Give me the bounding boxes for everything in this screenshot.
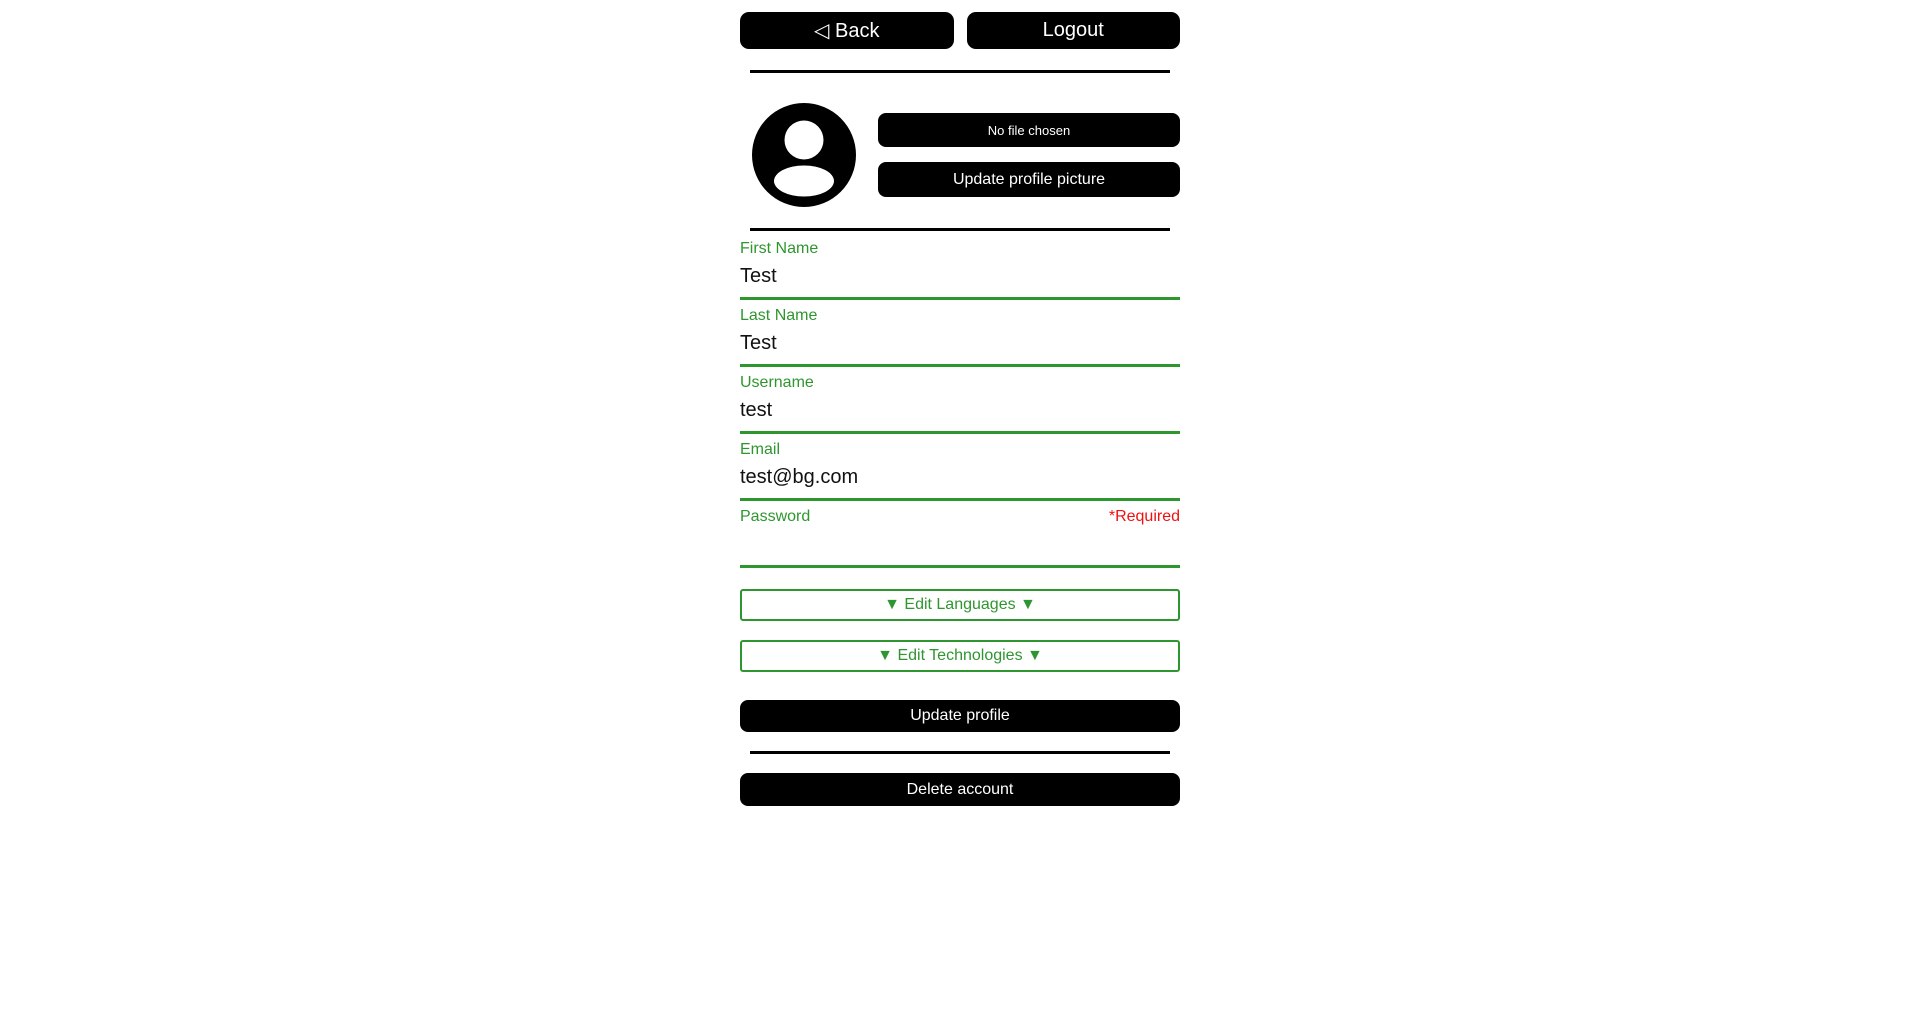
username-field-group <box>740 373 1180 434</box>
user-avatar-icon <box>752 103 856 207</box>
password-required-note: *Required <box>1108 508 1180 525</box>
email-input[interactable] <box>740 460 1180 501</box>
last-name-input[interactable] <box>740 326 1180 367</box>
email-label: Email <box>740 441 781 458</box>
delete-account-button[interactable]: Delete account <box>740 773 1180 806</box>
divider-top <box>750 70 1170 73</box>
first-name-label: First Name <box>740 240 819 257</box>
last-name-field-group <box>740 306 1180 367</box>
update-picture-button[interactable]: Update profile picture <box>878 162 1180 197</box>
profile-page <box>740 0 1180 806</box>
file-chooser-button[interactable]: No file chosen <box>878 113 1180 147</box>
profile-picture-section <box>752 103 1180 207</box>
password-input[interactable] <box>740 527 1180 568</box>
divider-picture <box>750 228 1170 231</box>
update-profile-button[interactable]: Update profile <box>740 700 1180 732</box>
first-name-input[interactable] <box>740 259 1180 300</box>
last-name-label: Last Name <box>740 307 818 324</box>
email-field-group <box>740 440 1180 501</box>
first-name-field-group <box>740 239 1180 300</box>
picture-buttons <box>878 113 1180 197</box>
password-label: Password <box>740 508 811 525</box>
username-label: Username <box>740 374 814 391</box>
back-button[interactable]: ◁ Back <box>740 12 954 49</box>
username-input[interactable] <box>740 393 1180 434</box>
profile-form <box>740 239 1180 732</box>
logout-button[interactable]: Logout <box>967 12 1181 49</box>
edit-technologies-button[interactable]: ▼ Edit Technologies ▼ <box>740 640 1180 672</box>
top-button-row <box>740 12 1180 49</box>
password-field-group <box>740 507 1180 568</box>
divider-danger <box>750 751 1170 754</box>
edit-languages-button[interactable]: ▼ Edit Languages ▼ <box>740 589 1180 621</box>
